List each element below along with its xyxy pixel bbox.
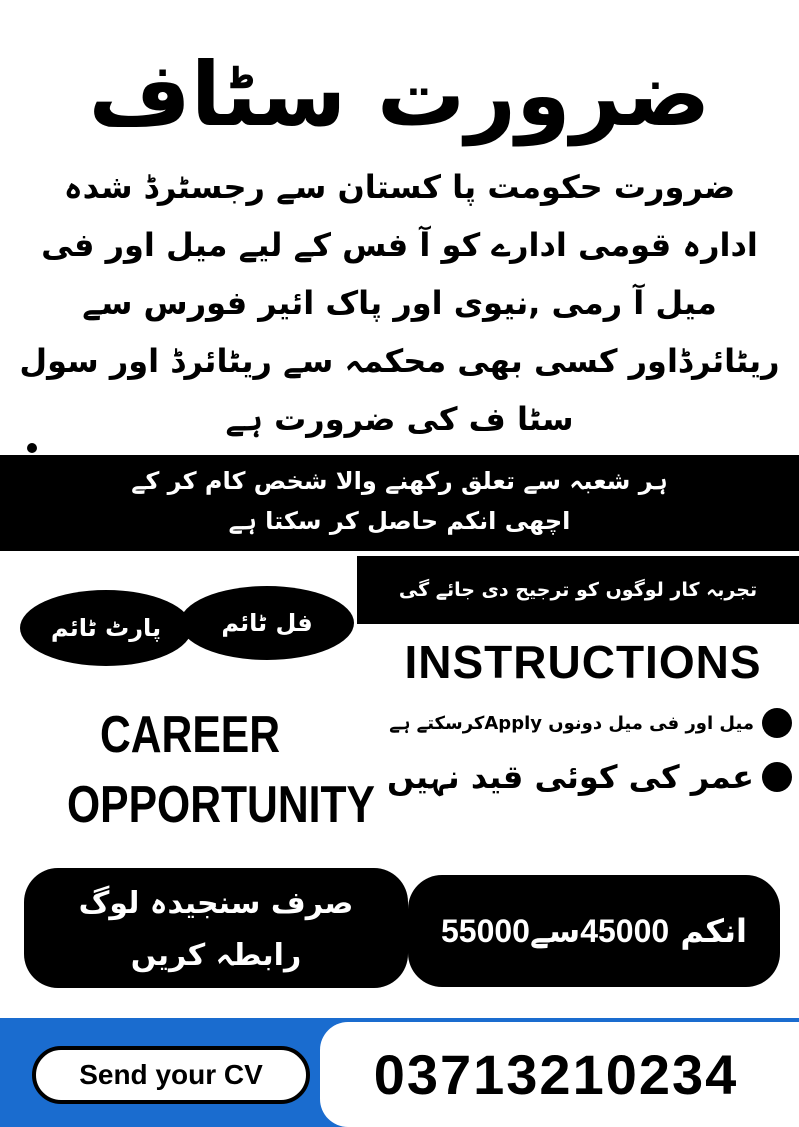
intro-line-1: ضرورت حکومت پا کستان سے رجسٹرڈ شدہ: [63, 168, 736, 206]
serious-line-2: رابطہ کریں: [130, 938, 302, 973]
instruction-item-age: [340, 758, 792, 796]
serious-line-1: صرف سنجیدہ لوگ: [78, 886, 354, 921]
intro-line-3: میل آ رمی ,نیوی اور پاک ائیر فورس سے: [82, 284, 717, 322]
instruction-item-gender: [340, 708, 792, 738]
income-box: [408, 875, 780, 987]
intro-line-5: سٹا ف کی ضرورت ہے: [225, 400, 574, 438]
part-time-pill: پارٹ ٹائم: [20, 590, 192, 666]
career-opportunity: [67, 700, 375, 840]
full-time-pill: فل ٹائم: [180, 586, 354, 660]
serious-contact-box: [24, 868, 408, 988]
experience-note: تجربہ کار لوگوں کو ترجیح دی جائے گی: [357, 556, 799, 624]
info-band: [0, 455, 799, 551]
career-line-1: CAREER: [99, 706, 281, 764]
send-cv-button[interactable]: Send your CV: [32, 1046, 310, 1104]
instruction-text-gender: میل اور فی میل دونوں Applyکرسکتے ہے: [389, 712, 754, 734]
bullet-icon: [762, 762, 792, 792]
income-from: 45000: [580, 913, 670, 949]
income-se: سے: [529, 912, 581, 950]
intro-line-4: ریٹائرڈاور کسی بھی محکمہ سے ریٹائرڈ اور سول: [19, 342, 780, 380]
intro-text: [0, 158, 799, 448]
income-label: انکم: [680, 912, 747, 950]
info-band-line-2: اچھی انکم حاصل کر سکتا ہے: [228, 507, 571, 535]
bullet-icon: [762, 708, 792, 738]
info-band-line-1: ہر شعبہ سے تعلق رکھنے والا شخص کام کر کے: [131, 467, 668, 495]
instructions-heading: INSTRUCTIONS: [404, 636, 762, 688]
career-line-2: OPPORTUNITY: [67, 776, 375, 834]
income-to: 55000: [440, 913, 530, 949]
decorative-dot-icon: [27, 443, 37, 453]
instruction-text-age: عمر کی کوئی قید نہیں: [387, 758, 754, 796]
intro-line-2: ادارہ قومی ادارے کو آ فس کے لیے میل اور فی: [41, 226, 758, 264]
page-title: ضرورت سٹاف: [88, 43, 711, 146]
phone-number[interactable]: 03713210234: [373, 1043, 739, 1106]
